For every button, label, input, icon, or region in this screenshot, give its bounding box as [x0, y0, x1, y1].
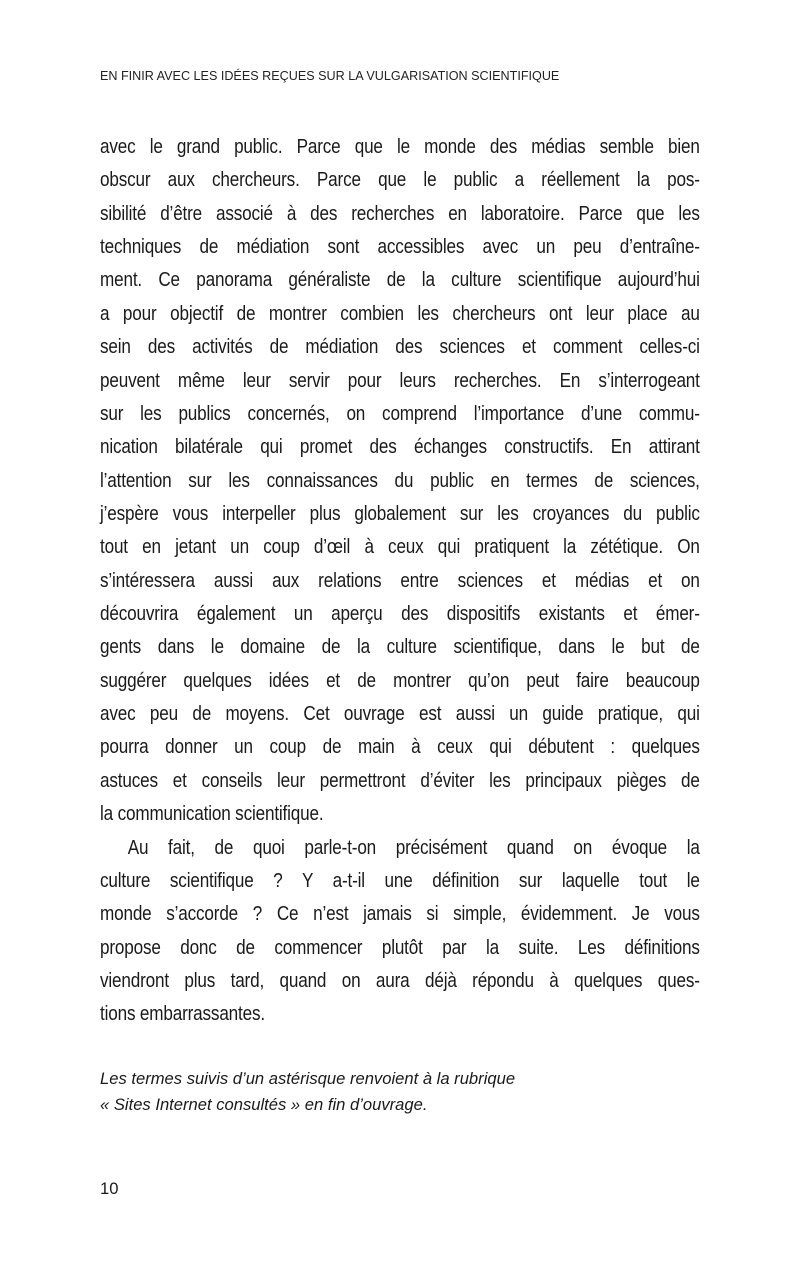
text-line: avec le grand public. Parce que le monde des médias semble bien [100, 136, 700, 158]
page-number: 10 [100, 1178, 119, 1198]
text-line: gents dans le domaine de la culture scientifique, dans le but de [100, 636, 700, 659]
text-line: avec peu de moyens. Cet ouvrage est aussi un guide pratique, qui [100, 703, 700, 726]
text-line: nication bilatérale qui promet des échanges constructifs. En attirant [100, 436, 700, 459]
text-line: sur les publics concernés, on comprend l’importance d’une commu- [100, 402, 700, 425]
text-line: culture scientifique ? Y a-t-il une définition sur laquelle tout le [100, 869, 700, 892]
note-line: Les termes suivis d’un astérisque renvoient à la rubrique [100, 1068, 516, 1088]
text-line: tions embarrassantes. [100, 1003, 265, 1026]
running-header: EN FINIR AVEC LES IDÉES REÇUES SUR LA VULGARISATION SCIENTIFIQUE [100, 69, 560, 83]
body-text [100, 131, 700, 1032]
text-line: Au fait, de quoi parle-t-on précisément quand on évoque la [127, 836, 700, 859]
footnote-italic [100, 1066, 700, 1118]
text-line: la communication scientifique. [100, 803, 324, 826]
text-line: l’attention sur les connaissances du public en termes de sciences, [100, 469, 700, 492]
text-line: j’espère vous interpeller plus globalement sur les croyances du public [100, 502, 700, 525]
text-line: découvrira également un aperçu des dispositifs existants et émer- [100, 603, 700, 626]
paragraph [100, 131, 700, 832]
text-line: tout en jetant un coup d’œil à ceux qui pratiquent la zététique. On [100, 536, 700, 559]
text-line: monde s’accorde ? Ce n’est jamais si simple, évidemment. Je vous [100, 903, 700, 926]
text-line: obscur aux chercheurs. Parce que le public a réellement la pos- [100, 169, 700, 192]
text-line: astuces et conseils leur permettront d’éviter les principaux pièges de [100, 769, 700, 792]
text-line: peuvent même leur servir pour leurs recherches. En s’interrogeant [100, 369, 700, 392]
page-content [100, 131, 700, 1199]
paragraph [100, 832, 700, 1032]
text-line: a pour objectif de montrer combien les chercheurs ont leur place au [100, 302, 700, 325]
text-line: s’intéressera aussi aux relations entre sciences et médias et on [100, 569, 700, 592]
text-line: pourra donner un coup de main à ceux qui débutent : quelques [100, 736, 700, 759]
text-line: propose donc de commencer plutôt par la suite. Les définitions [100, 936, 700, 959]
note-line: « Sites Internet consultés » en fin d’ouvrage. [100, 1094, 428, 1114]
text-line: sibilité d’être associé à des recherches en laboratoire. Parce que les [100, 202, 700, 225]
text-line: ment. Ce panorama généraliste de la culture scientifique aujourd’hui [100, 269, 700, 292]
text-line: suggérer quelques idées et de montrer qu’on peut faire beaucoup [100, 669, 700, 692]
text-line: viendront plus tard, quand on aura déjà répondu à quelques ques- [100, 969, 700, 992]
text-line: sein des activités de médiation des sciences et comment celles-ci [100, 336, 700, 359]
text-line: techniques de médiation sont accessibles avec un peu d’entraîne- [100, 236, 700, 259]
